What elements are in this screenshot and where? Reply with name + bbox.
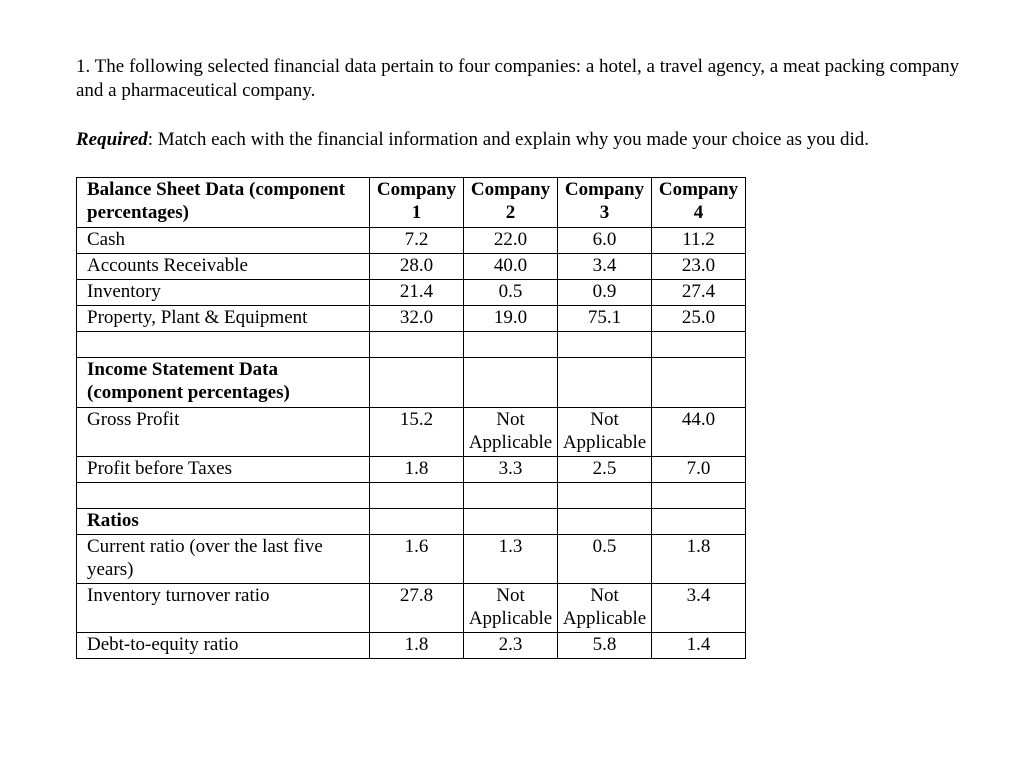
cell: 32.0 — [370, 306, 464, 332]
cell: 3.4 — [558, 254, 652, 280]
required-paragraph — [76, 128, 1016, 152]
cell: 0.9 — [558, 280, 652, 306]
cell: 1.3 — [464, 535, 558, 584]
ratios-header-row — [77, 509, 746, 535]
row-label: Profit before Taxes — [77, 457, 370, 483]
required-text: : Match each with the financial information and explain why you made your choice as you did. — [147, 129, 870, 150]
cell: 0.5 — [558, 535, 652, 584]
row-label: Inventory turnover ratio — [77, 584, 370, 633]
cell: Not Applicable — [464, 408, 558, 457]
row-label: Inventory — [77, 280, 370, 306]
required-label: Required — [76, 129, 148, 150]
company-1-header: Company 1 — [370, 178, 464, 228]
cell: 22.0 — [464, 228, 558, 254]
cell: 21.4 — [370, 280, 464, 306]
cell: 7.2 — [370, 228, 464, 254]
cell: 40.0 — [464, 254, 558, 280]
blank-row — [77, 332, 746, 358]
cell: 1.8 — [652, 535, 746, 584]
cell: 0.5 — [464, 280, 558, 306]
row-label: Debt-to-equity ratio — [77, 633, 370, 659]
cell: 1.8 — [370, 633, 464, 659]
table-row — [77, 633, 746, 659]
cell: 1.4 — [652, 633, 746, 659]
cell: 19.0 — [464, 306, 558, 332]
cell: 11.2 — [652, 228, 746, 254]
row-label: Property, Plant & Equipment — [77, 306, 370, 332]
cell: 15.2 — [370, 408, 464, 457]
cell: 1.6 — [370, 535, 464, 584]
cell: 27.8 — [370, 584, 464, 633]
table-row — [77, 254, 746, 280]
table-row — [77, 280, 746, 306]
cell: 25.0 — [652, 306, 746, 332]
company-3-header: Company 3 — [558, 178, 652, 228]
balance-sheet-header: Balance Sheet Data (component percentages) — [77, 178, 370, 228]
table-row — [77, 306, 746, 332]
cell: Not Applicable — [558, 408, 652, 457]
cell: Not Applicable — [464, 584, 558, 633]
ratios-header: Ratios — [77, 509, 370, 535]
row-label: Accounts Receivable — [77, 254, 370, 280]
company-4-header: Company 4 — [652, 178, 746, 228]
row-label: Gross Profit — [77, 408, 370, 457]
cell: Not Applicable — [558, 584, 652, 633]
cell: 2.3 — [464, 633, 558, 659]
table-row — [77, 408, 746, 457]
cell: 2.5 — [558, 457, 652, 483]
cell: 1.8 — [370, 457, 464, 483]
table-row — [77, 584, 746, 633]
cell: 75.1 — [558, 306, 652, 332]
row-label: Current ratio (over the last five years) — [77, 535, 370, 584]
income-header-row — [77, 358, 746, 408]
cell: 5.8 — [558, 633, 652, 659]
cell: 6.0 — [558, 228, 652, 254]
cell: 23.0 — [652, 254, 746, 280]
intro-paragraph: 1. The following selected financial data pertain to four companies: a hotel, a travel agency, a meat packing company and a pharmaceutical company. — [76, 56, 960, 101]
cell: 7.0 — [652, 457, 746, 483]
table-row — [77, 535, 746, 584]
financial-data-table — [76, 177, 746, 659]
company-2-header: Company 2 — [464, 178, 558, 228]
table-row — [77, 228, 746, 254]
blank-row — [77, 483, 746, 509]
cell: 28.0 — [370, 254, 464, 280]
cell: 27.4 — [652, 280, 746, 306]
table-row — [77, 457, 746, 483]
row-label: Cash — [77, 228, 370, 254]
table-header-row — [77, 178, 746, 228]
cell: 3.4 — [652, 584, 746, 633]
income-statement-header: Income Statement Data (component percentages) — [77, 358, 370, 408]
cell: 3.3 — [464, 457, 558, 483]
cell: 44.0 — [652, 408, 746, 457]
